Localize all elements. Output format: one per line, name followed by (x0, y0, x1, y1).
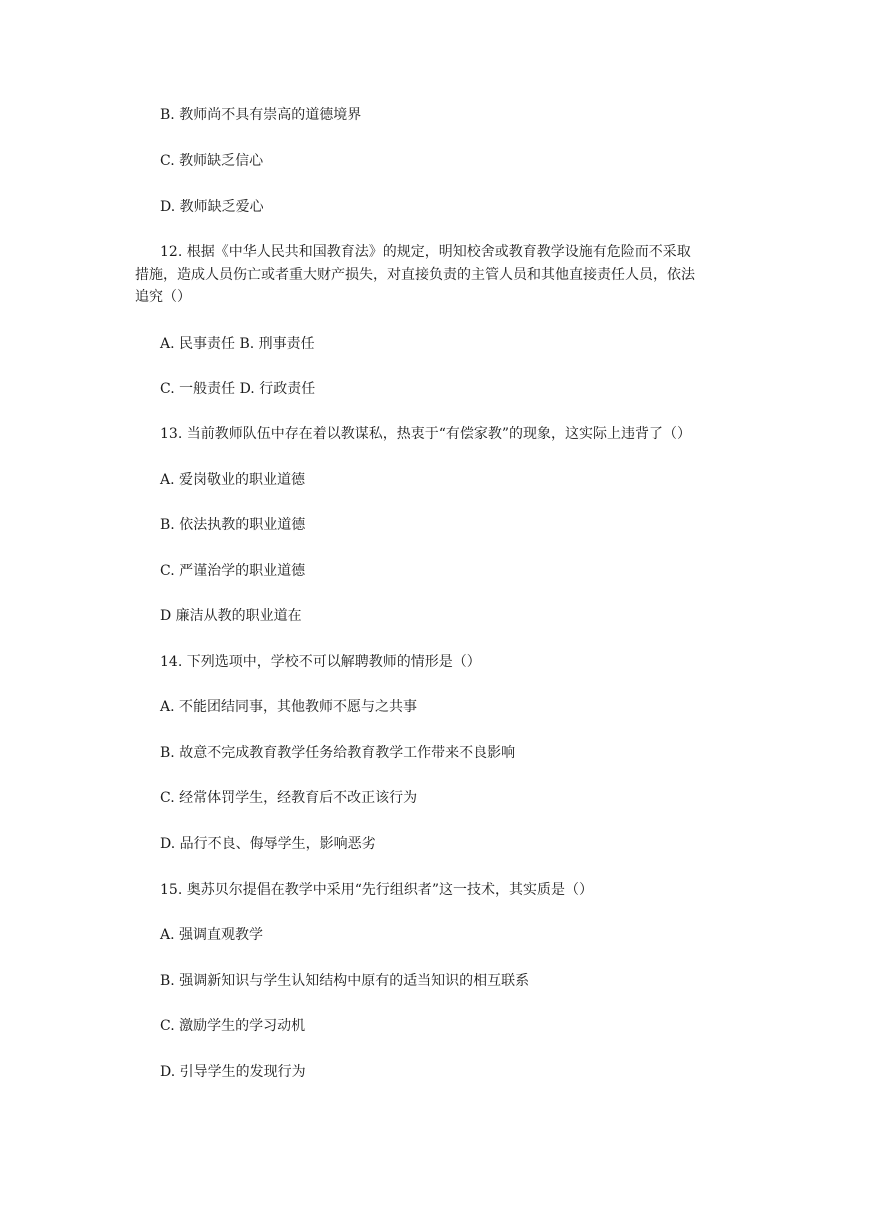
option-12-cd: C. 一般责任 D. 行政责任 (160, 381, 316, 397)
option-13-c: C. 严谨治学的职业道德 (160, 563, 306, 579)
option-15-c: C. 激励学生的学习动机 (160, 1018, 306, 1034)
question-13: 13. 当前教师队伍中存在着以教谋私，热衷于“有偿家教”的现象，这实际上违背了（） (160, 426, 692, 442)
option-13-a: A. 爱岗敬业的职业道德 (160, 472, 306, 488)
question-12-line-1: 12. 根据《中华人民共和国教育法》的规定，明知校舍或教育教学设施有危险而不采取 (160, 244, 691, 260)
option-13-d: D 廉洁从教的职业道在 (160, 608, 302, 624)
option-13-b: B. 依法执教的职业道德 (160, 517, 306, 533)
question-12 (135, 241, 750, 309)
option-15-a: A. 强调直观教学 (160, 927, 264, 943)
question-12-line-3: 追究（） (135, 289, 191, 305)
option-14-a: A. 不能团结同事，其他教师不愿与之共事 (160, 699, 418, 715)
question-12-line-2: 措施，造成人员伤亡或者重大财产损失，对直接负责的主管人员和其他直接责任人员，依法 (135, 266, 695, 283)
option-11-c: C. 教师缺乏信心 (160, 153, 264, 169)
question-15: 15. 奥苏贝尔提倡在教学中采用“先行组织者”这一技术，其实质是（） (160, 882, 594, 898)
option-14-b: B. 故意不完成教育教学任务给教育教学工作带来不良影响 (160, 745, 516, 761)
question-14: 14. 下列选项中，学校不可以解聘教师的情形是（） (160, 654, 481, 670)
option-15-b: B. 强调新知识与学生认知结构中原有的适当知识的相互联系 (160, 973, 530, 989)
option-15-d: D. 引导学生的发现行为 (160, 1064, 306, 1080)
option-11-d: D. 教师缺乏爱心 (160, 199, 264, 215)
option-11-b: B. 教师尚不具有崇高的道德境界 (160, 107, 362, 123)
option-14-d: D. 品行不良、侮辱学生，影响恶劣 (160, 836, 376, 852)
option-12-ab: A. 民事责任 B. 刑事责任 (160, 336, 315, 352)
option-14-c: C. 经常体罚学生，经教育后不改正该行为 (160, 790, 418, 806)
